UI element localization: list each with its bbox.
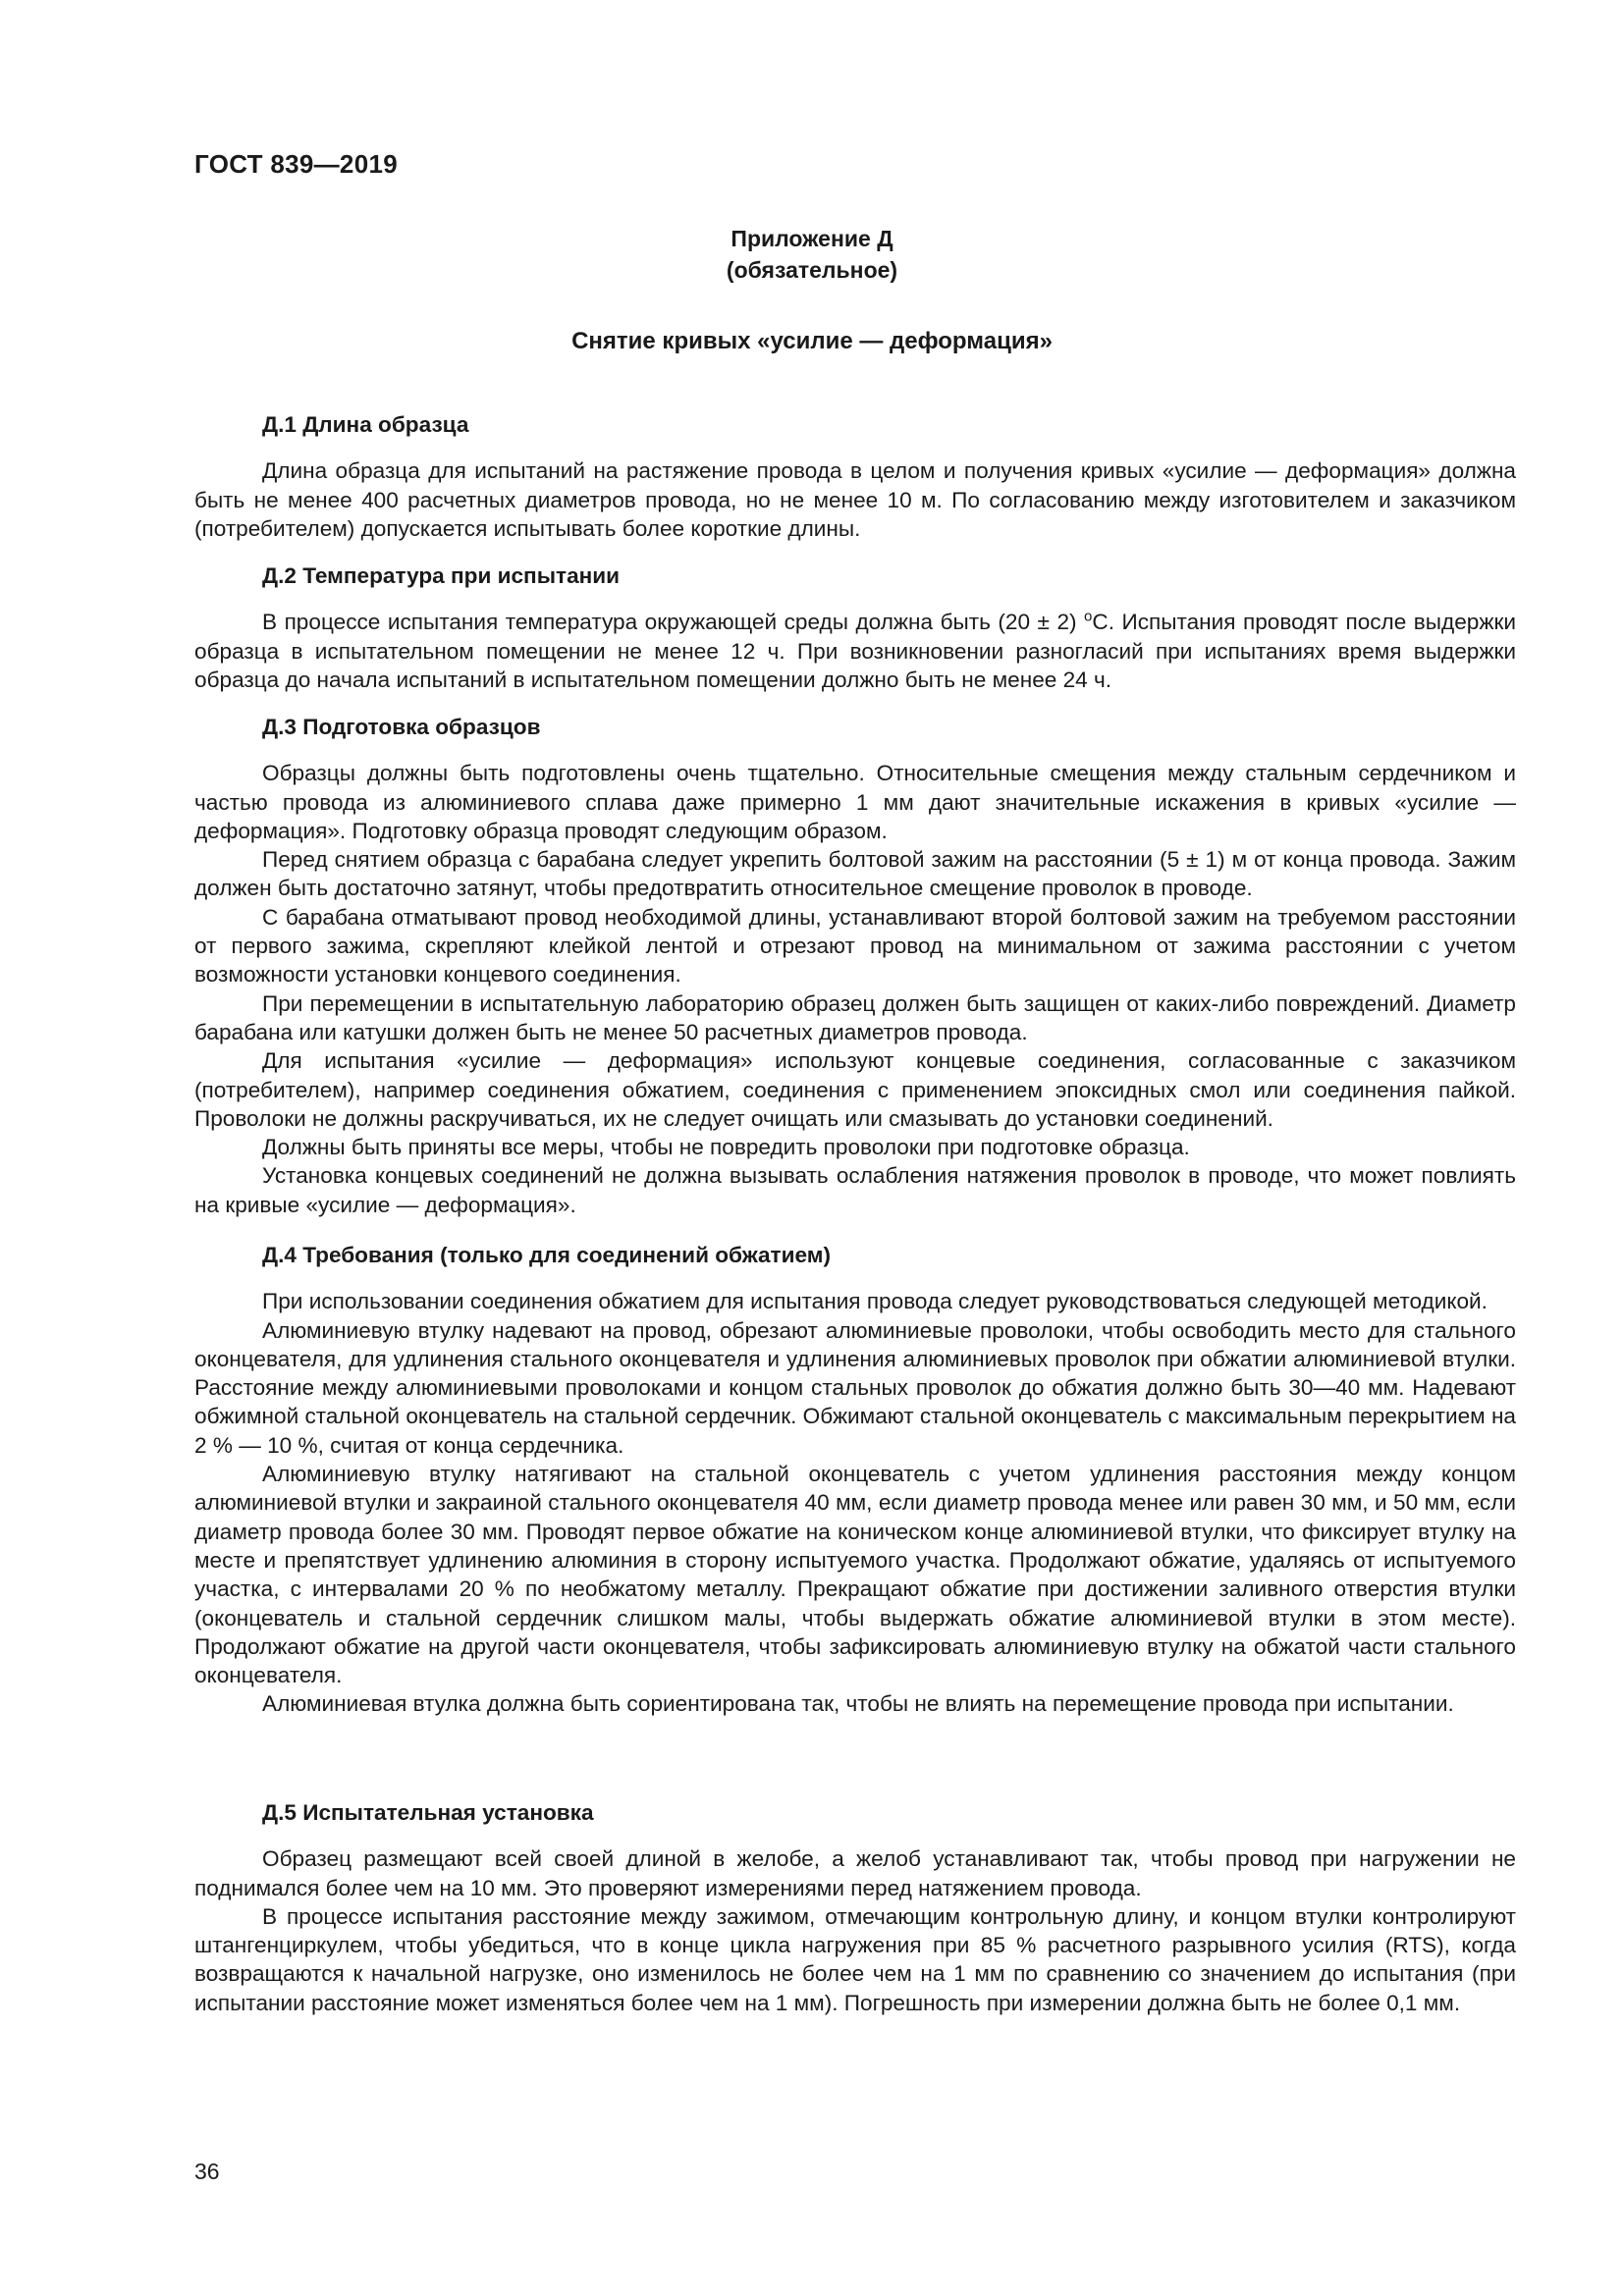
paragraph: Установка концевых соединений не должна вызывать ослабления натяжения проволок в проводе, что может повлиять на кривые «усилие — деформация». [194, 1163, 1516, 1217]
paragraph: Алюминиевую втулку натягивают на стальной оконцеватель с учетом удлинения расстояния между концом алюминиевой втулки и закраиной стального оконцевателя 40 мм, если диаметр провода менее или равен 30 мм, и 50 мм, если диаметр провода более 30 мм. Проводят первое обжатие на коническом конце алюминиевой втулки, что фиксирует втулку на месте и препятствует удлинению алюминия в сторону испытуемого участка. Продолжают обжатие, удаляясь от испытуемого участка, с интервалами 20 % по необжатому металлу. Прекращают обжатие при достижении заливного отверстия втулки (оконцеватель и стальной сердечник слишком малы, чтобы выдержать обжатие алюминиевой втулки в этом месте). Продолжают обжатие на другой части оконцевателя, чтобы зафиксировать алюминиевую втулку на обжатой части стального оконцевателя. [194, 1462, 1516, 1688]
paragraph: С барабана отматывают провод необходимой длины, устанавливают второй болтовой зажим на требуемом расстоянии от первого зажима, скрепляют клейкой лентой и отрезают провод на минимальном от зажима расстоянии с учетом возможности установки концевого соединения. [194, 904, 1516, 988]
section-heading: Д.4 Требования (только для соединений обжатием) [262, 1243, 832, 1267]
paragraph: При использовании соединения обжатием для испытания провода следует руководствоваться следующей методикой. [262, 1289, 1488, 1314]
appendix-status: (обязательное) [726, 257, 898, 283]
degree-superscript: о [1084, 608, 1093, 625]
paragraph: Алюминиевая втулка должна быть сориентирована так, чтобы не влиять на перемещение провода при испытании. [262, 1691, 1454, 1717]
section-heading: Д.3 Подготовка образцов [262, 715, 541, 739]
section-d1 [194, 410, 1516, 543]
paragraph: Должны быть приняты все меры, чтобы не повредить проволоки при подготовке образца. [262, 1135, 1190, 1160]
paragraph [194, 608, 1516, 694]
section-heading: Д.2 Температура при испытании [262, 563, 621, 588]
paragraph-text: С. Испытания проводят после выдержки образца в испытательном помещении не менее 12 ч. При возникновении разногласий при испытаниях время выдержки образца до начала испытаний в испытательном помещении должно быть не менее 24 ч. [194, 610, 1516, 692]
paragraph: В процессе испытания расстояние между зажимом, отмечающим контрольную длину, и концом втулки контролируют штангенциркулем, чтобы убедиться, что в конце цикла нагружения при 85 % расчетного разрывного усилия (RTS), когда возвращаются к начальной нагрузке, оно изменилось не более чем на 1 мм по сравнению со значением до испытания (при испытании расстояние может изменяться более чем на 1 мм). Погрешность при измерении должна быть не более 0,1 мм. [194, 1903, 1516, 2015]
section-heading: Д.5 Испытательная установка [262, 1800, 594, 1825]
appendix-label: Приложение Д [731, 226, 893, 251]
paragraph: Алюминиевую втулку надевают на провод, обрезают алюминиевые проволоки, чтобы освободить место для стального оконцевателя, для удлинения стального оконцевателя и удлинения алюминиевых проволок при обжатии алюминиевой втулки. Расстояние между алюминиевыми проволоками и концом стальных проволок до обжатия должно быть 30—40 мм. Надевают обжимной стальной оконцеватель на стальной сердечник. Обжимают стальной оконцеватель с максимальным перекрытием на 2 % — 10 %, считая от конца сердечника. [194, 1317, 1516, 1458]
section-d3 [194, 713, 1516, 1219]
paragraph: Перед снятием образца с барабана следует укрепить болтовой зажим на расстоянии (5 ± 1) м от конца провода. Зажим должен быть достаточно затянут, чтобы предотвратить относительное смещение проволок в проводе. [194, 847, 1516, 901]
section-d2 [194, 561, 1516, 694]
paragraph-text: В процессе испытания температура окружающей среды должна быть (20 ± 2) [262, 610, 1085, 635]
appendix-title: Снятие кривых «усилие — деформация» [571, 328, 1053, 354]
page-number: 36 [194, 2159, 220, 2184]
paragraph: При перемещении в испытательную лабораторию образец должен быть защищен от каких-либо повреждений. Диаметр барабана или катушки должен быть не менее 50 расчетных диаметров провода. [194, 990, 1516, 1044]
section-d5 [194, 1798, 1516, 2017]
paragraph: Образец размещают всей своей длиной в желобе, а желоб устанавливают так, чтобы провод при нагружении не поднимался более чем на 10 мм. Это проверяют измерениями перед натяжением провода. [194, 1846, 1516, 1900]
paragraph: Длина образца для испытаний на растяжение провода в целом и получения кривых «усилие — деформация» должна быть не менее 400 расчетных диаметров провода, но не менее 10 м. По согласованию между изготовителем и заказчиком (потребителем) допускается испытывать более короткие длины. [194, 458, 1516, 541]
section-heading: Д.1 Длина образца [262, 412, 469, 437]
section-d4 [194, 1241, 1516, 1719]
paragraph: Образцы должны быть подготовлены очень тщательно. Относительные смещения между стальным сердечником и частью провода из алюминиевого сплава даже примерно 1 мм дают значительные искажения в кривых «усилие — деформация». Подготовку образца проводят следующим образом. [194, 761, 1516, 843]
paragraph: Для испытания «усилие — деформация» используют концевые соединения, согласованные с заказчиком (потребителем), например соединения обжатием, соединения с применением эпоксидных смол или соединения пайкой. Проволоки не должны раскручиваться, их не следует очищать или смазывать до установки соединений. [194, 1048, 1516, 1131]
standard-header: ГОСТ 839—2019 [194, 149, 398, 179]
